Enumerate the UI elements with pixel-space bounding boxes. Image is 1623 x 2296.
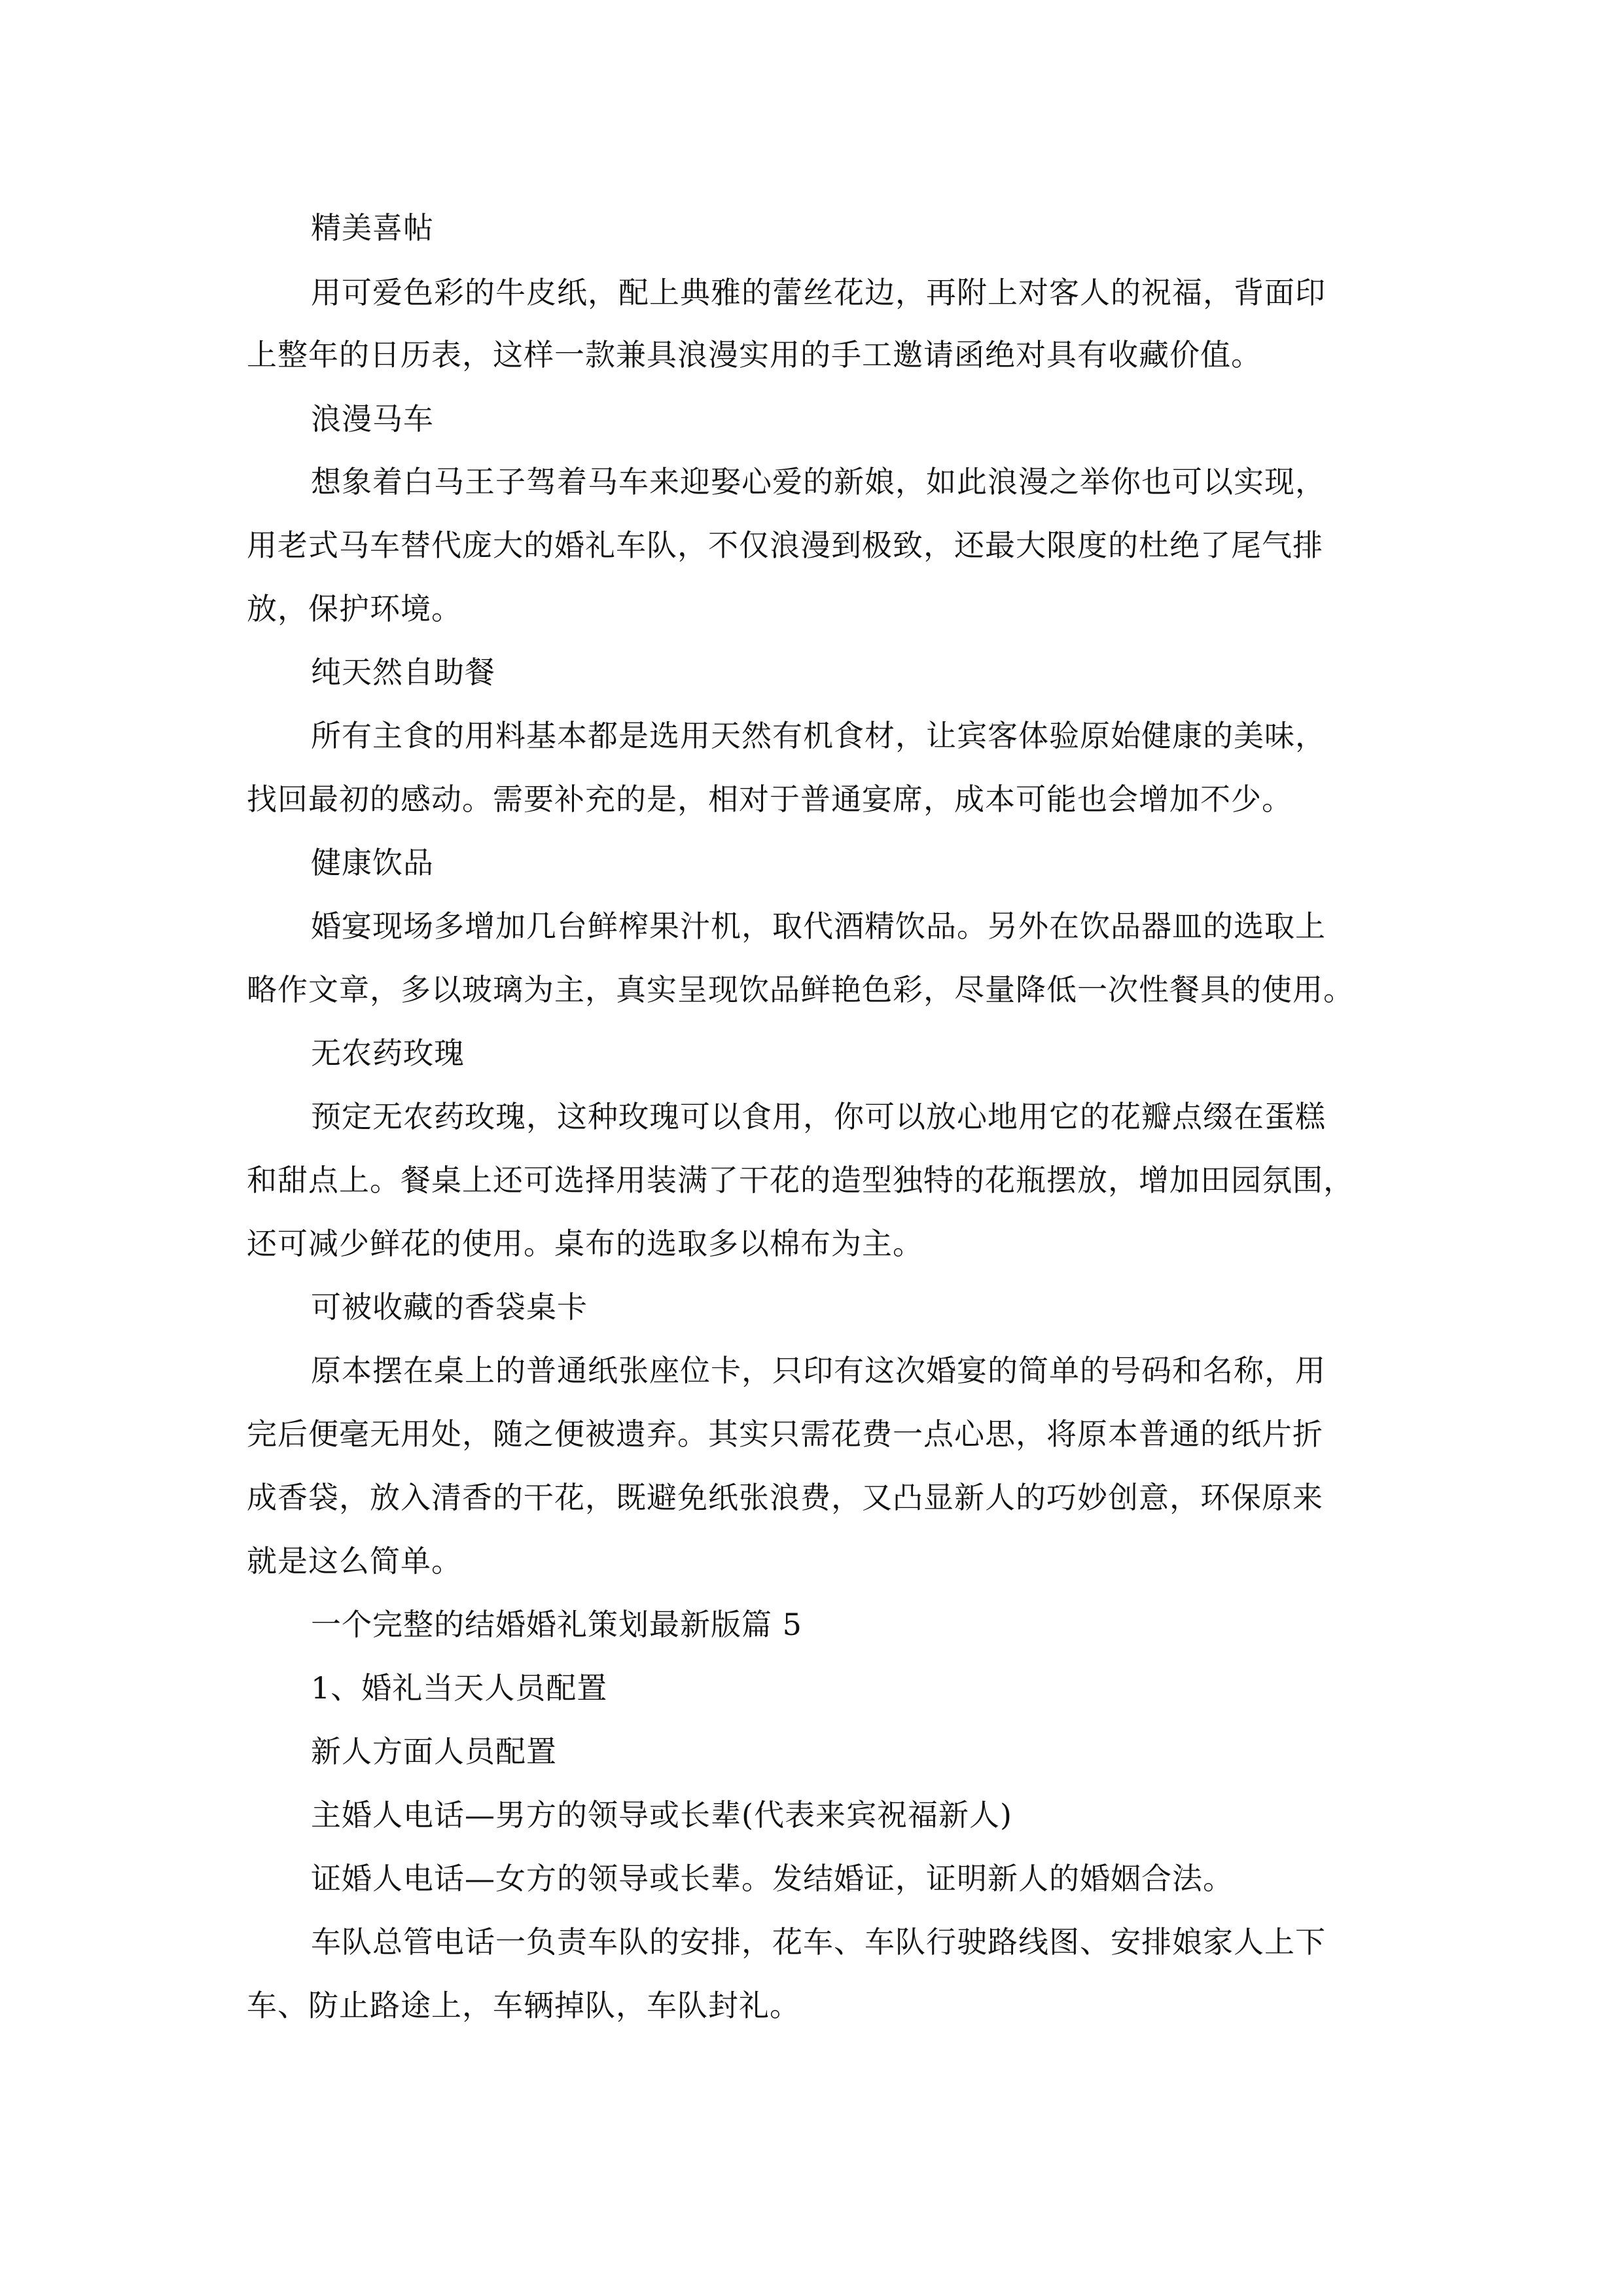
paragraph-line: 用老式马车替代庞大的婚礼车队，不仅浪漫到极致，还最大限度的杜绝了尾气排 [247,528,1323,563]
paragraph-line: 成香袋，放入清香的干花，既避免纸张浪费，又凸显新人的巧妙创意，环保原来 [247,1480,1323,1515]
paragraph-line: 和甜点上。餐桌上还可选择用装满了干花的造型独特的花瓶摆放，增加田园氛围， [247,1162,1354,1198]
section-heading-invitations: 精美喜帖 [311,210,434,245]
paragraph-line: 主婚人电话—男方的领导或长辈(代表来宾祝福新人) [311,1797,1012,1833]
paragraph-line: 略作文章，多以玻璃为主，真实呈现饮品鲜艳色彩，尽量降低一次性餐具的使用。 [247,972,1354,1007]
paragraph-line: 车队总管电话一负责车队的安排，花车、车队行驶路线图、安排娘家人上下 [311,1924,1326,1960]
paragraph-line: 上整年的日历表，这样一款兼具浪漫实用的手工邀请函绝对具有收藏价值。 [247,337,1262,372]
section-heading-drinks: 健康饮品 [311,845,434,880]
paragraph-line: 婚宴现场多增加几台鲜榨果汁机，取代酒精饮品。另外在饮品器皿的选取上 [311,908,1326,944]
numbered-heading: 1、婚礼当天人员配置 [311,1670,608,1706]
section-heading-table-cards: 可被收藏的香袋桌卡 [311,1289,588,1325]
paragraph-line: 就是这么简单。 [247,1543,462,1579]
paragraph-line: 证婚人电话—女方的领导或长辈。发结婚证，证明新人的婚姻合法。 [311,1861,1234,1896]
paragraph-line: 原本摆在桌上的普通纸张座位卡，只印有这次婚宴的简单的号码和名称，用 [311,1353,1326,1388]
paragraph-line: 想象着白马王子驾着马车来迎娶心爱的新娘，如此浪漫之举你也可以实现， [311,464,1326,499]
section-heading-roses: 无农药玫瑰 [311,1035,465,1071]
paragraph-line: 放，保护环境。 [247,591,462,626]
paragraph-line: 还可减少鲜花的使用。桌布的选取多以棉布为主。 [247,1226,923,1261]
paragraph-line: 用可爱色彩的牛皮纸，配上典雅的蕾丝花边，再附上对客人的祝福，背面印 [311,275,1326,310]
paragraph-line: 预定无农药玫瑰，这种玫瑰可以食用，你可以放心地用它的花瓣点缀在蛋糕 [311,1099,1326,1134]
paragraph-line: 车、防止路途上，车辆掉队，车队封礼。 [247,1988,800,2023]
paragraph-line: 完后便毫无用处，随之便被遗弃。其实只需花费一点心思，将原本普通的纸片折 [247,1416,1323,1452]
paragraph-line: 找回最初的感动。需要补充的是，相对于普通宴席，成本可能也会增加不少。 [247,781,1293,817]
paragraph-line: 所有主食的用料基本都是选用天然有机食材，让宾客体验原始健康的美味， [311,718,1326,753]
section-heading-buffet: 纯天然自助餐 [311,655,495,690]
article-title-part-5: 一个完整的结婚婚礼策划最新版篇 5 [311,1607,802,1642]
subheading-staff: 新人方面人员配置 [311,1734,557,1769]
section-heading-carriage: 浪漫马车 [311,401,434,437]
